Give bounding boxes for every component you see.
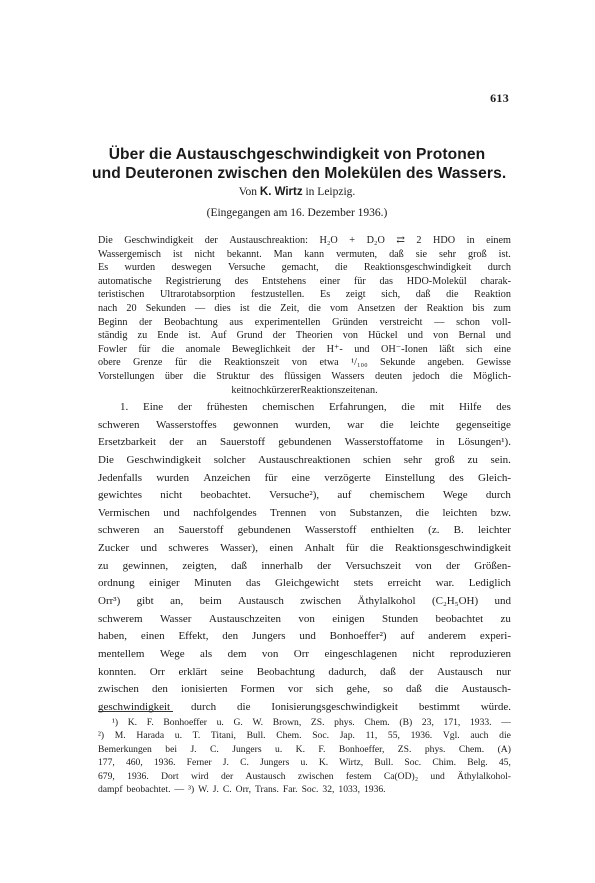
footnote-line: dampf beobachtet. — ³) W. J. C. Orr, Trans. Far. Soc. 32, 1033, 1936. bbox=[98, 783, 386, 795]
body-line: ordnung einiger Minuten das Gleichgewicht stets erreicht war. Lediglich bbox=[98, 577, 511, 590]
footnote-rule bbox=[98, 711, 173, 712]
abstract-line: automatische Registrierung des Entstehens einer für das HDO-Molekül charak- bbox=[98, 275, 511, 287]
page-number: 613 bbox=[490, 91, 509, 105]
received-date: (Eingegangen am 16. Dezember 1936.) bbox=[206, 207, 388, 219]
abstract-line: Fowler für die anomale Beweglichkeit der H⁺- und OH⁻-Ionen läßt sich eine bbox=[98, 343, 511, 355]
title-line-2: und Deuteronen zwischen den Molekülen des Wassers. bbox=[92, 165, 507, 182]
footnote-line: 177, 460, 1936. Ferner J. C. Jungers u. K. Wirtz, Bull. Soc. Chim. Belg. 45, bbox=[98, 757, 511, 769]
author-prefix: Von bbox=[238, 186, 258, 198]
title-line-1: Über die Austauschgeschwindigkeit von Protonen bbox=[108, 146, 486, 163]
abstract-line: Wassergemisch ist nicht bekannt. Man kann vermuten, daß sie sehr groß ist. bbox=[98, 248, 511, 260]
footnote-line: ²) M. Harada u. T. Titani, Bull. Chem. Soc. Jap. 11, 55, 1936. Vgl. auch die bbox=[98, 730, 511, 742]
body-line: Jedenfalls wurden Anzeichen für eine verzögerte Einstellung des Gleich- bbox=[98, 471, 511, 484]
footnotes bbox=[98, 716, 511, 796]
author-name: K. Wirtz bbox=[259, 186, 303, 198]
abstract-line: ständig zu Ende ist. Auf Grund der Theorien von Hückel und von Bernal und bbox=[98, 330, 511, 342]
abstract-line: Vorstellungen über die Struktur des flüssigen Wassers deuten jedoch die Möglich- bbox=[98, 370, 511, 382]
abstract-line: keit noch kürzerer Reaktionszeiten an. bbox=[231, 384, 378, 396]
author-line bbox=[92, 186, 502, 198]
body-line: konnten. Orr erklärt seine Beobachtung dadurch, daß der Austausch nur bbox=[98, 665, 511, 678]
footnote-line: ¹) K. F. Bonhoeffer u. G. W. Brown, ZS. phys. Chem. (B) 23, 171, 1933. — bbox=[112, 717, 511, 728]
body-text bbox=[98, 399, 511, 717]
body-line: schweren Wasserstoffes gewonnen wurden, war die leichte gegenseitige bbox=[98, 418, 511, 431]
abstract-line: Beginn der Beobachtung aus experimentellen Gründen verstreicht — schon voll- bbox=[98, 316, 511, 328]
body-line: zu gewinnen, zeigten, daß innerhalb der Versuchszeit von der Größen- bbox=[98, 559, 511, 572]
body-line: schweren an Sauerstoff gebundenen Wasserstoff enthielten (z. B. leichter bbox=[98, 524, 511, 537]
abstract-line: nach 20 Sekunden — dies ist die Zeit, die vom Ansetzen der Reaktion bis zum bbox=[98, 302, 511, 314]
footnote-line: 679, 1936. Dort wird der Austausch zwischen festem Ca(OD)₂ und Äthylalkohol- bbox=[98, 770, 511, 782]
abstract bbox=[98, 234, 511, 397]
abstract-line: Die Geschwindigkeit der Austauschreaktion: H₂O + D₂O ⇄ 2 HDO in einem bbox=[98, 235, 511, 246]
body-line: Zucker und schweres Wasser), einen Anhalt für die Reaktionsgeschwindigkeit bbox=[98, 542, 511, 555]
body-line: gewichtes nicht beobachtet. Versuche²), auf chemischem Wege durch bbox=[98, 489, 511, 502]
body-line: Orr³) gibt an, beim Austausch zwischen Äthylalkohol (C₂H₅OH) und bbox=[98, 595, 511, 608]
footnote-line: Bemerkungen bei J. C. Jungers u. K. F. Bonhoeffer, ZS. phys. Chem. (A) bbox=[98, 743, 511, 755]
body-line: mentellem Wege als dem von Orr eingeschlagenen nicht reproduzieren bbox=[98, 647, 511, 660]
abstract-line: obere Grenze für die Reaktionszeit von etwa ¹/₁₀₀ Sekunde angeben. Gewisse bbox=[98, 357, 511, 369]
article-title bbox=[92, 145, 507, 183]
body-line: Ersetzbarkeit der an Sauerstoff gebundenen Wasserstoffatome in Lösungen¹). bbox=[98, 436, 511, 449]
body-line: schwerem Wasser Austauschzeiten von einigen Stunden beobachtet zu bbox=[98, 612, 511, 625]
body-line: geschwindigkeit durch die Ionisierungsgeschwindigkeit bestimmt würde. bbox=[98, 700, 511, 713]
author-affiliation: in Leipzig. bbox=[305, 186, 356, 198]
abstract-line: Es wurden deswegen Versuche gemacht, die Reaktionsgeschwindigkeit durch bbox=[98, 262, 511, 274]
body-line: Die Geschwindigkeit solcher Austauschreaktionen schien sehr groß zu sein. bbox=[98, 453, 511, 466]
body-line: zwischen den ionisierten Formen vor sich gehe, so daß die Austausch- bbox=[98, 683, 511, 696]
body-line: haben, einen Effekt, den Jungers und Bonhoeffer²) auf anderem experi- bbox=[98, 630, 511, 643]
body-line: 1. Eine der frühesten chemischen Erfahrungen, die mit Hilfe des bbox=[120, 401, 511, 413]
abstract-line: teristischen Ultrarotabsorption festzustellen. Es zeigt sich, daß die Reaktion bbox=[98, 289, 511, 301]
body-line: Vermischen und nachfolgendes Trennen von Substanzen, die leichten bzw. bbox=[98, 506, 511, 519]
